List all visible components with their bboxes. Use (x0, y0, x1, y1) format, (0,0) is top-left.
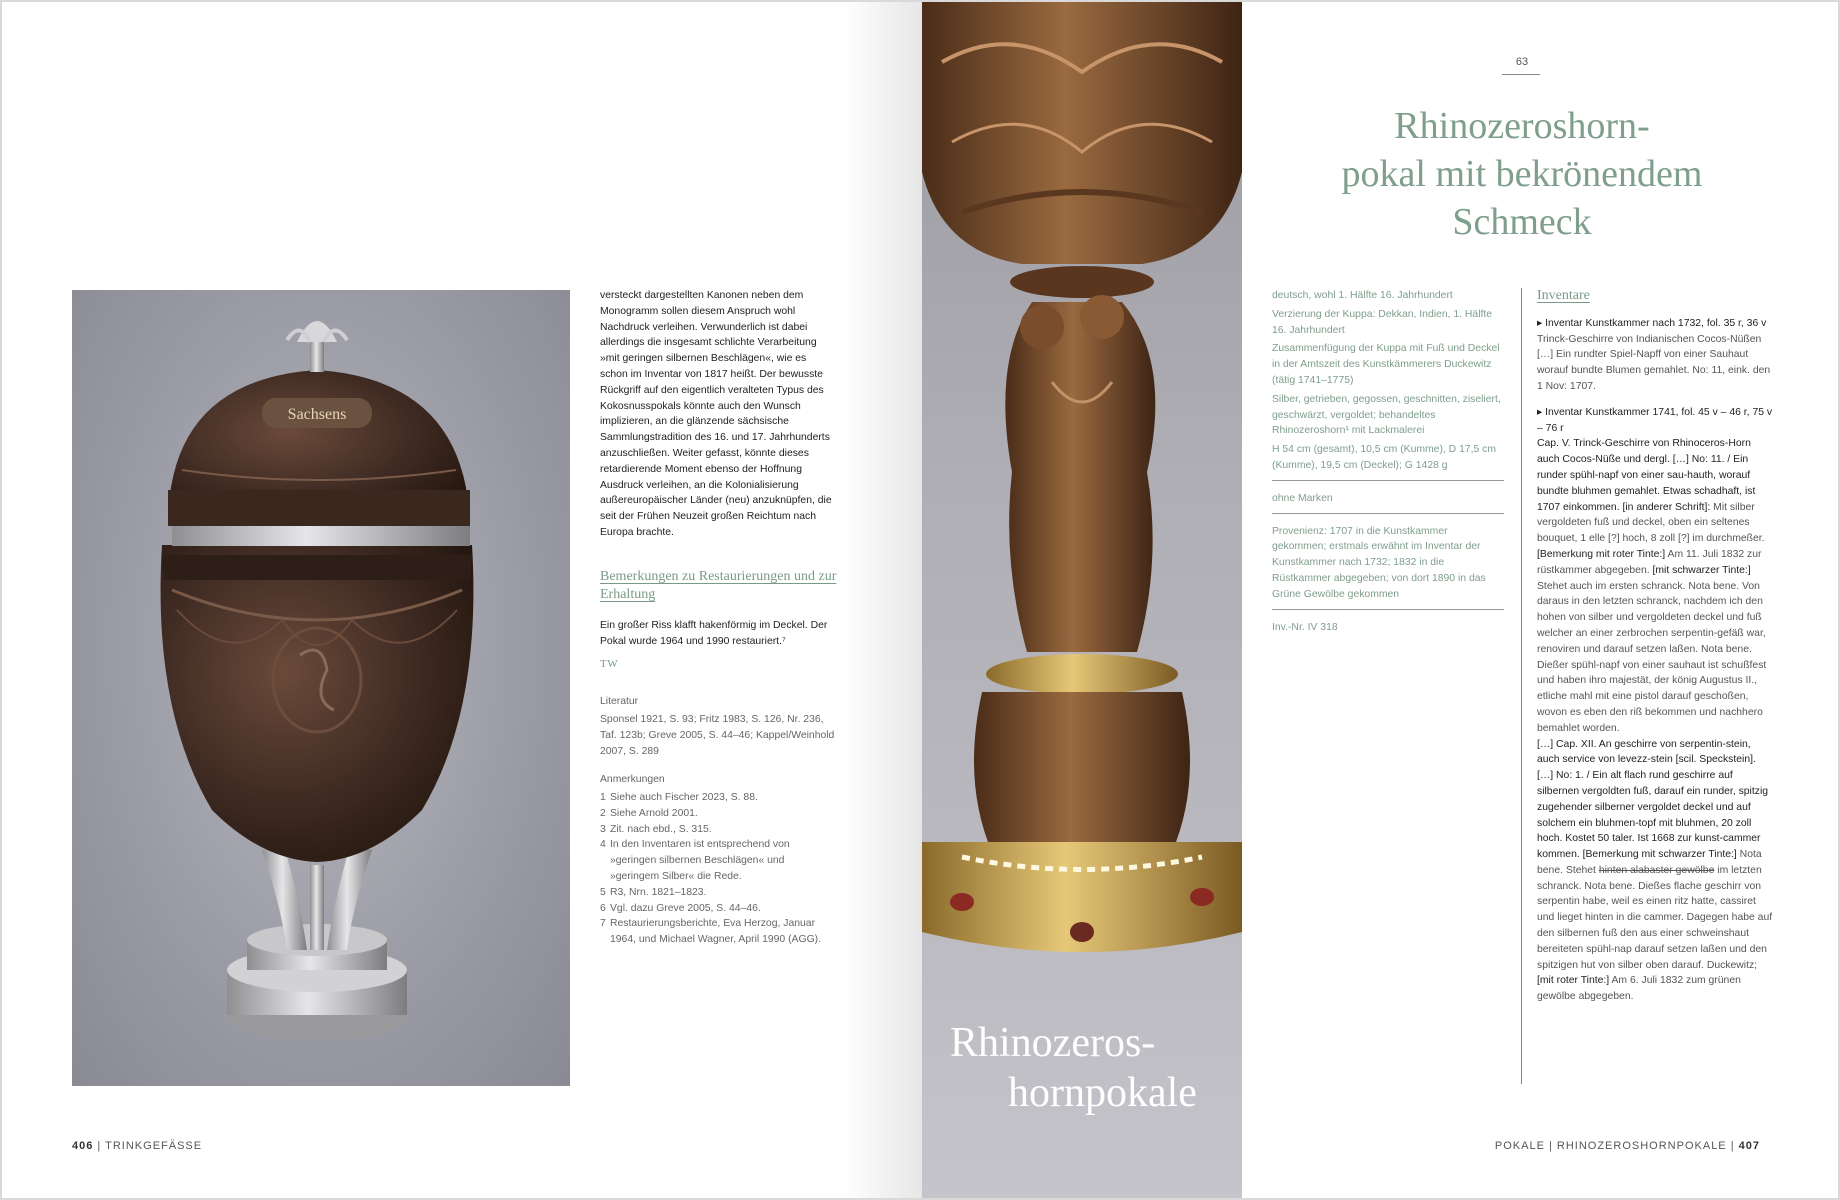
inventory-entry-text (1537, 436, 1773, 736)
object-title-line: Rhinozeroshorn- (1394, 105, 1650, 147)
note-item (600, 806, 836, 822)
note-text: Siehe Arnold 2001. (610, 807, 698, 819)
inventory-text: Mit silber vergoldeten fuß und deckel, oben ein seltenes bouquet, 1 elle [?] hoch, 8 zoll [?] im durchmeßer. (1537, 501, 1765, 545)
inventory-text-dark: [mit roter Tinte:] (1537, 975, 1610, 987)
body-paragraph: versteckt dargestellten Kanonen neben dem Monogramm sollen diesem Anspruch wohl Nachdruck verleihen. Verwunderlich ist dabei allerdings die insgesamt schlichte Verarbeitung »mit geringen silbernen Beschlägen«, wie es schon im Inventar von 1817 heißt. Der bewusste Rückgriff auf den eigentlich veralteten Typus des Kokosnusspokals könnte auch den Wunsch implizieren, an die glänzende sächsische Sammlungstradition des 16. und 17. Jahrhunderts anzuschließen. Weiter gefasst, könnte dieses retardierende Moment ebenso der Hoffnung Ausdruck verleihen, an die Kolonialisierung außereuropäischer Länder (neu) anzuknüpfen, die seit der Frühen Neuzeit großen Reichtum nach Europa brachte. (600, 290, 832, 538)
note-item (600, 916, 836, 948)
folio-right (1495, 1140, 1760, 1152)
left-page (2, 2, 922, 1198)
note-item (600, 885, 836, 901)
coconut-cup-illustration (72, 290, 570, 1086)
inventory-text-dark: […] Cap. XII. An geschirre von serpentin-stein, auch service von levezz-stein [scil. Speckstein]. […] No: 1. / Ein alt flach rund geschirre auf silbernen vergoldten fuß, darauf ein runder, spitzig zugehender silberner vergoldet deckel und auf solchem ein bluhmen-topf mit bluhmen, 20 zoll hoch. Kostet 50 taler. Ist 1668 zur kunst-cammer kommen. [Bemerkung mit schwarzer Tinte:] (1537, 738, 1769, 861)
chapter-title-overlay (950, 1018, 1230, 1118)
section-heading-restoration: Bemerkungen zu Restaurierungen und zur Erhaltung (600, 569, 837, 602)
inventory-heading: Inventare (1537, 288, 1590, 303)
page-number-right: 407 (1738, 1140, 1760, 1152)
coconut-cup-photo (72, 290, 570, 1086)
meta-dimensions: H 54 cm (gesamt), 10,5 cm (Kumme), D 17,5 cm (Kumme), 19,5 cm (Deckel); G 1428 g (1272, 444, 1497, 471)
meta-divider (1272, 513, 1504, 514)
note-number: 4 (600, 839, 606, 851)
note-item (600, 790, 836, 806)
folio-left (72, 1140, 202, 1152)
inventory-entry (1537, 405, 1773, 1005)
section-body-restoration: Ein großer Riss klafft hakenförmig im Deckel. Der Pokal wurde 1964 und 1990 restauriert.⁷ (600, 620, 828, 647)
note-text: Zit. nach ebd., S. 315. (610, 823, 712, 835)
author-initials: TW (600, 658, 619, 670)
chapter-title-line1: Rhinozeros- (950, 1020, 1156, 1066)
inventory-entry (1537, 316, 1773, 395)
note-number: 3 (600, 823, 606, 835)
catalog-number-rule (1502, 74, 1540, 75)
meta-cup-decoration: Verzierung der Kuppa: Dekkan, Indien, 1. Hälfte 16. Jahrhundert (1272, 308, 1493, 336)
inventory-text: Nota bene. Stehet (1537, 849, 1762, 876)
notes-label: Anmerkungen (600, 774, 665, 785)
object-title-line: pokal mit bekrönendem (1341, 153, 1703, 195)
catalog-number: 63 (1515, 56, 1529, 68)
inventory-text-dark: [Bemerkung mit roter Tinte:] (1537, 548, 1666, 560)
page-number-left: 406 (72, 1140, 94, 1152)
meta-inventory-number: Inv.-Nr. IV 318 (1272, 621, 1338, 633)
note-text: Restaurierungsberichte, Eva Herzog, Januar 1964, und Michael Wagner, April 1990 (AGG). (610, 918, 822, 946)
chapter-title-line2: hornpokale (1008, 1070, 1197, 1116)
running-head-right: POKALE | RHINOZEROSHORNPOKALE (1494, 1140, 1727, 1152)
note-text: R3, Nrn. 1821–1823. (610, 886, 707, 898)
meta-divider (1272, 480, 1504, 481)
meta-marks: ohne Marken (1272, 492, 1333, 504)
body-text (600, 288, 836, 541)
meta-provenance: Provenienz: 1707 in die Kunstkammer gekommen; erstmals erwähnt im Inventar der Kunstkammer nach 1732; 1832 in die Rüstkammer abgegeben; von dort 1890 in das Grüne Gewölbe gekommen (1272, 525, 1486, 600)
gutter-shadow (842, 2, 922, 1198)
literature-text: Sponsel 1921, S. 93; Fritz 1983, S. 126, Nr. 236, Taf. 123b; Greve 2005, S. 44–46; Kappel/Weinhold 2007, S. 289 (600, 714, 835, 757)
inventory-text: im letzten schranck. Nota bene. Dießes flache geschirr von serpentin habe, weil es einen ritz hatte, cassiret und lieget hinten in die cammer. Dagegen habe auf den silbernen fuß den aus einer schweinshaut bereiteten spühl-nap darauf setzen laßen und den spitzigen hut von silber oben darauf. Duckewitz; (1537, 864, 1773, 971)
inventory-text: Am 11. Juli 1832 zur rüstkammer abgegeben. (1537, 548, 1762, 576)
literature-label: Literatur (600, 696, 639, 707)
inventory-text: Am 6. Juli 1832 zum grünen gewölbe abgegeben. (1537, 975, 1741, 1003)
notes-list (600, 790, 836, 948)
object-title-line: Schmeck (1452, 201, 1592, 243)
note-text: Siehe auch Fischer 2023, S. 88. (610, 792, 758, 803)
inventory-entry-text (1537, 737, 1773, 1006)
running-head-left: TRINKGEFÄSSE (105, 1140, 203, 1152)
note-number: 1 (600, 792, 606, 803)
inventory-entry-text: Trinck-Geschirre von Indianischen Cocos-Nüßen […] Ein rundter Spiel-Napff von einer Sauhaut worauf bundte Blumen gemahlet. No: 11, eink. den 1 Nov: 1707. (1537, 333, 1771, 392)
meta-divider (1272, 609, 1504, 610)
meta-materials: Silber, getrieben, gegossen, geschnitten, ziseliert, geschwärzt, vergoldet; behandeltes Rhinozeroshorn¹ mit Lackmalerei (1272, 393, 1501, 437)
inventory-entry-head: ▸ Inventar Kunstkammer 1741, fol. 45 v – 46 r, 75 v – 76 r (1537, 406, 1773, 434)
inventory-entry-head: ▸ Inventar Kunstkammer nach 1732, fol. 35 r, 36 v (1537, 317, 1767, 329)
column-divider (1521, 288, 1522, 1084)
cartouche-inscription: Sachsens (287, 406, 347, 423)
note-number: 5 (600, 886, 606, 898)
note-text: In den Inventaren ist entsprechend von »geringen silbernen Beschlägen« und »geringem Silber« die Rede. (610, 839, 790, 882)
object-title (1302, 102, 1742, 246)
note-number: 2 (600, 807, 606, 819)
note-number: 6 (600, 902, 606, 914)
folio-separator: | (1730, 1140, 1739, 1152)
book-spread (2, 2, 1838, 1198)
note-text: Vgl. dazu Greve 2005, S. 44–46. (610, 902, 761, 914)
note-number: 7 (600, 918, 606, 930)
meta-assembly: Zusammenfügung der Kuppa mit Fuß und Deckel in der Amtszeit des Kunstkämmerers Duckewitz (tätig 1741–1775) (1272, 343, 1500, 386)
inventory-text-struck: hinten alabaster gewölbe (1598, 864, 1715, 876)
note-item (600, 822, 836, 838)
folio-separator: | (97, 1140, 106, 1152)
object-metadata (1272, 288, 1504, 638)
inventory-text: Stehet auch im ersten schranck. Nota bene. Von daraus in den letzten schranck, nachdem ich den hohen von silber und vergoldeten deckel und fuß welcher an einer zerbrochen serpentin-gefäß war, renoviren und darauf setzen laßen. Nota bene. Dießer spühl-napf von einer sauhaut ist schußfest und haben ihro majestät, der könig Augustus II., etliche mahl mit eine pistol darauf geschoßen, wovon es eben den riß bekommen und nachhero bemahlet worden. (1537, 580, 1767, 734)
inventory-text-dark: [mit schwarzer Tinte:] (1652, 564, 1751, 576)
inventory-column (1537, 288, 1773, 1015)
note-item (600, 901, 836, 917)
note-item (600, 837, 836, 884)
inventory-text-dark: Cap. V. Trinck-Geschirre von Rhinoceros-Horn auch Cocos-Nüße und dergl. […] No: 11. / Ein runder spühl-napf von einer sau-hauth, worauf bundte bluhmen gemahlet. Etwas schadhaft, ist 1707 einkommen. [in anderer Schrift]: (1537, 438, 1756, 513)
meta-origin: deutsch, wohl 1. Hälfte 16. Jahrhundert (1272, 290, 1453, 301)
